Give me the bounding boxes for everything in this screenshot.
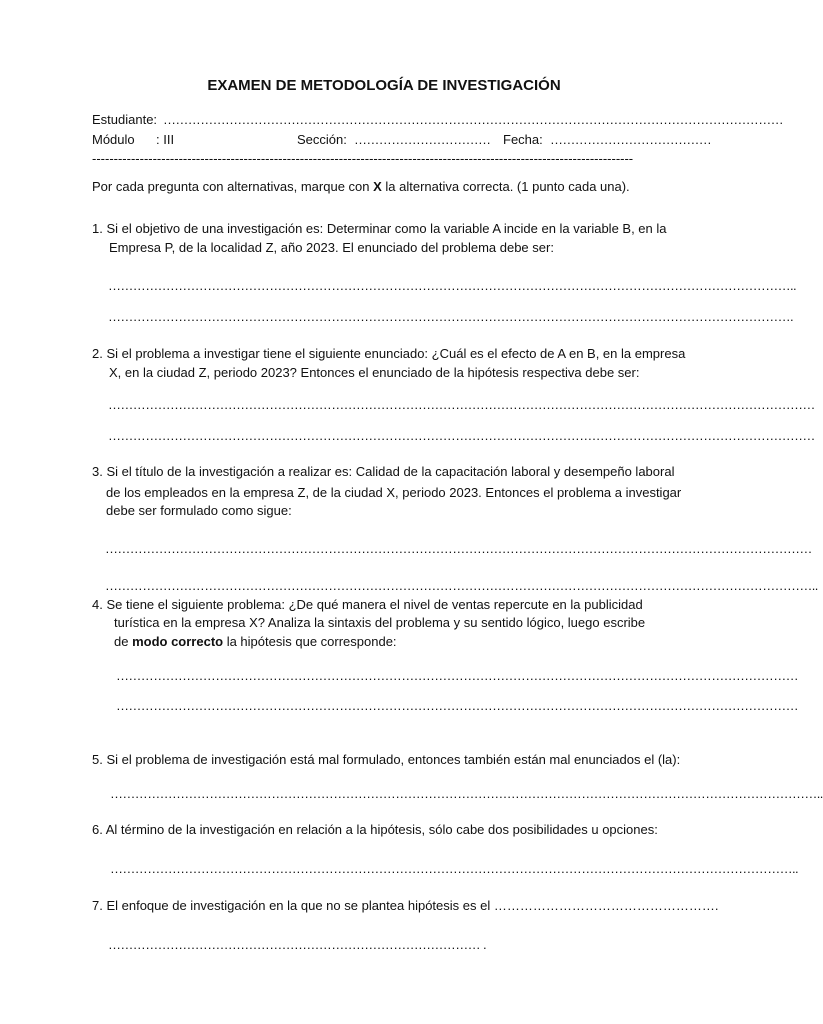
question-1-answer-2[interactable]: …………………………………………………………………………………………………………………………………………………. [108, 309, 794, 324]
header-divider: ----------------------------------------------------------------------------------------------------------------------------- [92, 151, 634, 166]
section-label: Sección: [297, 132, 347, 147]
question-3-line-3: debe ser formulado como sigue: [106, 503, 292, 518]
question-2-line-2: X, en la ciudad Z, periodo 2023? Entonces el enunciado de la hipótesis respectiva debe ser: [109, 365, 640, 380]
date-field[interactable]: ………………………………… [550, 132, 712, 147]
exam-title: EXAMEN DE METODOLOGÍA DE INVESTIGACIÓN [207, 77, 561, 94]
question-2-answer-1[interactable]: ……………………………………………………………………………………………………………………………………………………… [108, 397, 815, 412]
question-3-answer-1[interactable]: ……………………………………………………………………………………………………………………………………………………… [105, 541, 812, 556]
instructions-post: la alternativa correcta. (1 punto cada una). [381, 179, 630, 194]
question-5-answer-1[interactable]: ……………………………………………………………………………………………………………………………………………………….. [110, 786, 823, 801]
question-2-answer-2[interactable]: ……………………………………………………………………………………………………………………………………………………… [108, 428, 815, 443]
question-3-line-1: 3. Si el título de la investigación a realizar es: Calidad de la capacitación laboral y desempeño laboral [92, 464, 675, 479]
question-1-line-2: Empresa P, de la localidad Z, año 2023. El enunciado del problema debe ser: [109, 240, 554, 255]
question-4-answer-1[interactable]: ………………………………………………………………………………………………………………………………………………… [116, 668, 799, 683]
question-4-line-3 [114, 634, 397, 650]
student-label: Estudiante: [92, 112, 158, 127]
instructions [92, 179, 630, 195]
question-5-line-1: 5. Si el problema de investigación está mal formulado, entonces también están mal enunciados el (la): [92, 752, 681, 767]
module-value: : III [156, 132, 175, 147]
question-4-line-2: turística en la empresa X? Analiza la sintaxis del problema y su sentido lógico, luego escribe [114, 615, 646, 630]
section-field[interactable]: …………………………… [354, 132, 491, 147]
instructions-pre: Por cada pregunta con alternativas, marque con [92, 179, 374, 194]
question-1-answer-1[interactable]: ………………………………………………………………………………………………………………………………………………….. [108, 278, 797, 293]
question-2-line-1: 2. Si el problema a investigar tiene el siguiente enunciado: ¿Cuál es el efecto de A en B, en la empresa [92, 346, 686, 361]
question-4-emphasis: modo correcto [132, 634, 224, 649]
question-1-line-1: 1. Si el objetivo de una investigación es: Determinar como la variable A incide en la variable B, en la [92, 221, 667, 236]
question-3-line-2: de los empleados en la empresa Z, de la ciudad X, periodo 2023. Entonces el problema a investigar [106, 485, 682, 500]
question-4-line-3-post: la hipótesis que corresponde: [223, 634, 397, 649]
module-label: Módulo [92, 132, 135, 147]
question-4-line-1: 4. Se tiene el siguiente problema: ¿De qué manera el nivel de ventas repercute en la publicidad [92, 597, 643, 612]
instructions-mark: X [373, 179, 382, 194]
question-6-line-1: 6. Al término de la investigación en relación a la hipótesis, sólo cabe dos posibilidades u opciones: [92, 822, 658, 837]
question-4-answer-2[interactable]: ………………………………………………………………………………………………………………………………………………… [116, 698, 799, 713]
question-7-line-1: 7. El enfoque de investigación en la que no se plantea hipótesis es el ……………………………………………. [92, 898, 719, 913]
question-6-answer-1[interactable]: ………………………………………………………………………………………………………………………………………………….. [110, 861, 799, 876]
question-4-line-3-pre: de [114, 634, 133, 649]
date-label: Fecha: [503, 132, 543, 147]
question-3-answer-2[interactable]: ……………………………………………………………………………………………………………………………………………………….. [105, 578, 818, 593]
question-7-answer-1[interactable]: ……………………………………………………………………………… . [108, 937, 487, 952]
student-field[interactable]: …………………………………………………………………………………………………………………………………… [163, 112, 784, 127]
